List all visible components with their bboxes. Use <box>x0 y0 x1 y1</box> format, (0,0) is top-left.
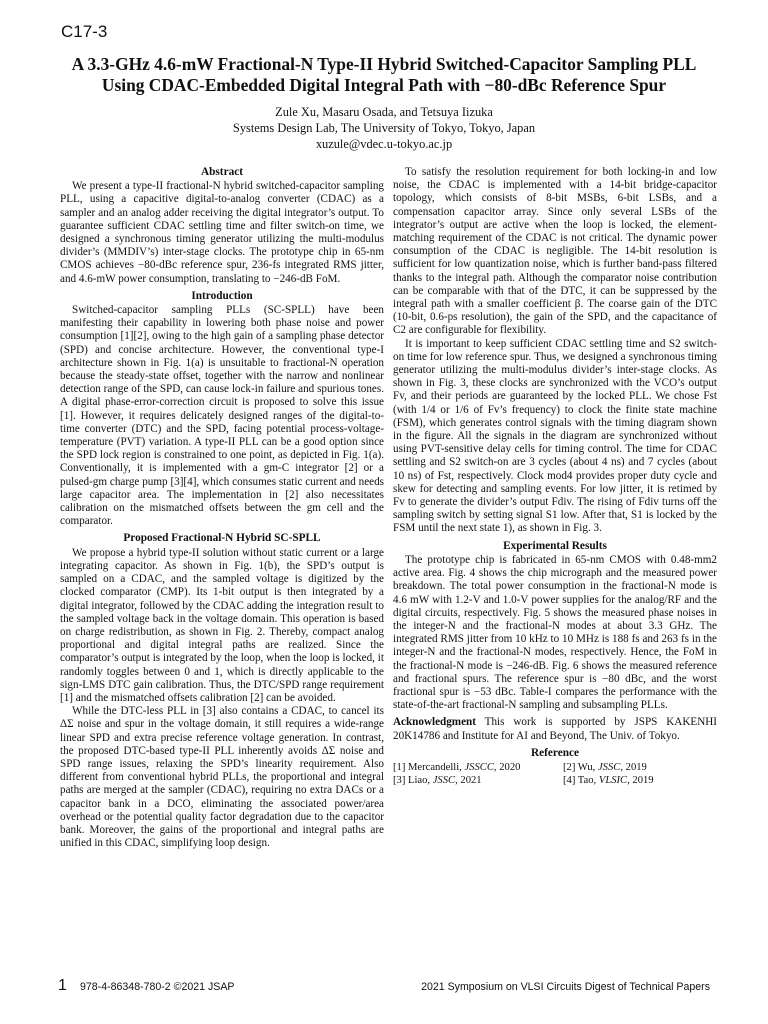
venue-name: 2021 Symposium on VLSI Circuits Digest of Technical Papers <box>421 981 710 993</box>
left-column <box>60 166 384 850</box>
acknowledgment-label: Acknowledgment <box>393 716 476 729</box>
acknowledgment-text: This work is supported by JSPS KAKENHI 20K14786 and Institute for AI and Beyond, The Univ. of Tokyo. <box>393 716 717 742</box>
paper-code: C17-3 <box>61 22 108 41</box>
acknowledgment <box>393 716 717 742</box>
reference-list <box>393 761 717 787</box>
proposed-paragraph-1: We propose a hybrid type-II solution without static current or a large integrating capacitor. As shown in Fig. 1(b), the SPD’s output is sampled on a CDAC, and the sampled voltage is digitized by the clocked comparator (CMP). Its 1-bit output is then integrated by a digital integrator, followed by the CDAC adding the integration result to the sampled voltage back in the voltage domain. This operation is based on charge redistribution, as shown in Fig. 2. Thereby, compact analog proportional and digital integral paths are realized. Since the comparator’s output is integrated by the loop, when the loop is locked, it randomly toggles between 0 and 1, which is directly applicable to the sign-LMS DTC gain calibration. Thus, the DTC/SPD range requirement [1] and the mismatched offsets calibration [2] can be avoided. <box>60 546 384 704</box>
reference-item: [2] Wu, JSSC, 2019 <box>563 761 647 773</box>
author-block <box>40 104 728 152</box>
experimental-paragraph: The prototype chip is fabricated in 65-nm CMOS with 0.48-mm2 active area. Fig. 4 shows the chip micrograph and the measured power breakdown. The total power consumption in the fractional-N mode is 4.6 mW with 1.2-V and 1.0-V power supplies for the analog/RF and the digital circuits, respectively. Fig. 5 shows the measured phase noises in the integer-N and the fractional-N modes at about 3.3 GHz. The integrated RMS jitter from 10 kHz to 10 MHz is 188 fs and 263 fs in the integer-N and the fractional-N modes, respectively. Hence, the FoM in the fractional-N mode is −246-dB. Fig. 6 shows the measured reference and fractional spurs. The reference spur is −80 dBc, and the worst fractional spur is −53 dBc. Table-I compares the performance with the state-of-the-art fractional-N sampling and subsampling PLLs. <box>393 553 717 712</box>
author-affiliation: Systems Design Lab, The University of Tokyo, Tokyo, Japan <box>232 121 536 135</box>
isbn-copyright: 978-4-86348-780-2 ©2021 JSAP <box>80 981 235 993</box>
title-line-2: Using CDAC-Embedded Digital Integral Path with −80-dBc Reference Spur <box>101 75 667 95</box>
abstract-text: We present a type-II fractional-N hybrid switched-capacitor sampling PLL, using a capacitive digital-to-analog converter (CDAC) as a sampler and an analog adder receiving the digital integrator’s output. To guarantee sufficient CDAC settling time and filter switch-on time, we designed a synchronous timing generator utilizing the multi-modulus divider’s (MMDIV’s) inter-stage clocks. The prototype chip in 65-nm CMOS achieves −80-dBc reference spur, 236-fs integrated RMS jitter, and 4.6-mW power consumption, translating to −246-dB FoM. <box>60 180 384 285</box>
reference-item: [4] Tao, VLSIC, 2019 <box>563 775 654 787</box>
introduction-heading: Introduction <box>191 289 253 302</box>
experimental-heading: Experimental Results <box>503 539 607 552</box>
abstract-heading: Abstract <box>200 166 244 178</box>
title-line-1: A 3.3-GHz 4.6-mW Fractional-N Type-II Hybrid Switched-Capacitor Sampling PLL <box>71 54 697 74</box>
reference-item: [3] Liao, JSSC, 2021 <box>393 775 482 787</box>
proposed-paragraph-2: While the DTC-less PLL in [3] also contains a CDAC, to cancel its ΔΣ noise and spur in the voltage domain, it still requires a wide-range linear SPD and extra precise reference voltage generation. In contrast, the proposed DTC-based type-II PLL inherently avoids ΔΣ noise and SPD range issues, relaxing the SPD’s linearity requirement. Also different from conventional hybrid PLLs, the proportional and integral paths are merged at the sampler (CDAC), requiring no extra DACs or a capacitor bank in a DCO, eliminating the associated power/area overhead or the potential quality factor degradation due to the capacitor bank. Moreover, the gains of the proportional and integral paths are unified in this CDAC, simplifying loop design. <box>60 705 384 850</box>
author-names: Zule Xu, Masaru Osada, and Tetsuya Iizuka <box>275 105 493 119</box>
introduction-paragraph: Switched-capacitor sampling PLLs (SC-SPLL) have been manifesting their capability in lowering both phase noise and power consumption [1][2], owing to the high gain of a sampling phase detector (SPD) and concise architecture. However, the conventional type-I architecture shown in Fig. 1(a) is unsuitable to fractional-N operation because the steady-state offset, together with the narrow and nonlinear detection range of the SPD, can cause lock-in failure and spurious tones. A digital phase-error-correction circuit is proposed to solve this issue [1]. However, it requires delicately designed ranges of the digital-to-time converter (DTC) and the SPD, facing potential process-voltage-temperature (PVT) variation. A type-II PLL can be a good option since the SPD lock region is constrained to one point, as depicted in Fig. 1(a). Conventionally, it is implemented with a gm-C integrator [2] or a pulsed-gm charge pump [3][4], which consumes static current and needs large capacitor area. The implementation in [2] also necessitates calibration on the mismatched offsets between the gm cell and the comparator. <box>60 304 384 528</box>
author-email: xuzule@vdec.u-tokyo.ac.jp <box>315 137 453 151</box>
reference-heading: Reference <box>530 746 580 759</box>
proposed-paragraph-3: To satisfy the resolution requirement for both locking-in and low noise, the CDAC is implemented with a 14-bit bridge-capacitor topology, which consists of 8-bit MSBs, 6-bit LSBs, and a compensation capacitor array. Since only several LSBs of the integrator’s output are active when the loop is locked, the element-matching requirement of the CDAC is not critical. The dynamic power consumption of the CDAC is negligible. The 14-bit resolution is sufficient for low quantization noise, which is further band-pass filtered thanks to the integral path. Although the comparator noise contribution can be comparable with that of the DTC, it can be suppressed by the integral path with a smaller coefficient β. The coarse gain of the DTC (10-bit, 0.6-ps resolution), the gain of the SPD, and the capacitance of C2 are configurable for flexibility. <box>393 166 717 337</box>
paper-title <box>40 54 728 96</box>
reference-item: [1] Mercandelli, JSSCC, 2020 <box>393 761 521 773</box>
proposed-paragraph-4: It is important to keep sufficient CDAC settling time and S2 switch-on time for low reference spur. Thus, we designed a synchronous timing generator utilizing the multi-modulus divider’s inter-stage clocks. As shown in Fig. 3, these clocks are synchronized with the VCO’s output Fv, and their periods are guaranteed by the locked PLL. We chose Fst (with 1/4 or 1/6 of Fv’s frequency) to clock the finite state machine (FSM), which generates control signals with the timing diagram shown in the figure. All the signals in the diagram are synchronized without using PVT-sensitive delay cells for timing control. The time for CDAC settling and S2 switch-on are 3 cycles (about 4 ns) and 7 cycles (about 10 ns) of Fst, respectively. Clock mod4 provides proper duty cycle and skew for detecting and sampling events. For low jitter, it is retimed by Fv to generate the divider’s output Fdiv. The rising of Fdiv turns off the sampling switch by setting signal S1 low. After that, S1 is locked by the FSM until the next state 1), as shown in Fig. 3. <box>393 337 717 535</box>
page-number: 1 <box>58 977 67 994</box>
proposed-heading: Proposed Fractional-N Hybrid SC-SPLL <box>123 532 321 545</box>
right-column <box>393 166 717 787</box>
